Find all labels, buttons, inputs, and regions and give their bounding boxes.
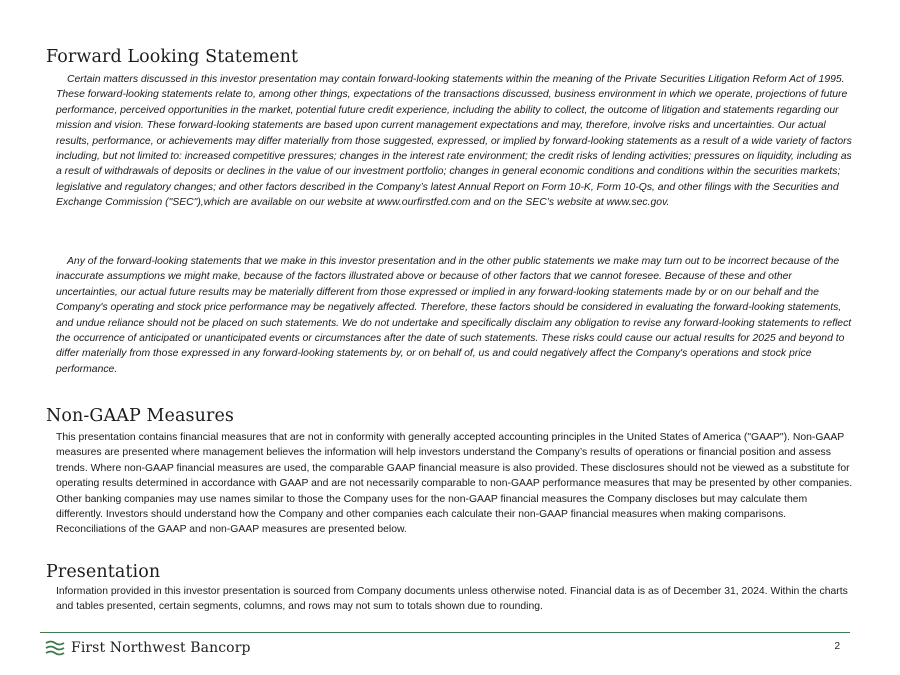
- presentation-paragraph: Information provided in this investor presentation is sourced from Company documents unless otherwise noted. Financial data is as of December 31, 2024. Within the charts and tables presented, certain segments, columns, and rows may not sum to totals shown due to rounding.: [56, 586, 848, 613]
- company-logo: [45, 637, 251, 659]
- wave-lines-icon: [45, 640, 65, 656]
- forward-looking-paragraph-1: Certain matters discussed in this investor presentation may contain forward-looking statements within the meaning of the Private Securities Litigation Reform Act of 1995. These forward-looking statements relate to, among other things, expectations of the transactions discussed, business environment in which we operate, projections of future performance, perceived opportunities in the market, potential future credit experience, including the ability to collect, the outcome of litigation and statements regarding our mission and vision. These forward-looking statements are based upon current management expectations and may, therefore, involve risks and uncertainties. Our actual results, performance, or achievements may differ materially from those suggested, expressed, or implied by forward-looking statements as a result of a wide variety of factors including, but not limited to: increased competitive pressures; changes in the interest rate environment; the credit risks of lending activities; pressures on liquidity, including as a result of withdrawals of deposits or declines in the value of our investment portfolio; changes in general economic conditions and conditions within the securities markets; legislative and regulatory changes; and other factors described in the Company’s latest Annual Report on Form 10-K, Form 10-Qs, and other filings with the Securities and Exchange Commission ("SEC"),which are available on our website at www.ourfirstfed.com and on the SEC’s website at www.sec.gov.: [56, 74, 852, 209]
- page-number: 2: [834, 641, 840, 652]
- presentation-title: Presentation: [46, 562, 161, 582]
- forward-looking-title: Forward Looking Statement: [46, 47, 299, 67]
- company-name: First Northwest Bancorp: [71, 640, 251, 656]
- non-gaap-paragraph: This presentation contains financial measures that are not in conformity with generally accepted accounting principles in the United States of America ("GAAP"). Non-GAAP measures are presented where management believes the information will help investors understand the Company’s results of operations or financial position and assess trends. Where non-GAAP financial measures are used, the comparable GAAP financial measure is also provided. These disclosures should not be viewed as a substitute for operating results determined in accordance with GAAP and are not necessarily comparable to non-GAAP performance measures that may be presented by other companies. Other banking companies may use names similar to those the Company uses for the non-GAAP financial measures the Company discloses but may calculate them differently. Investors should understand how the Company and other companies each calculate their non-GAAP financial measures when making comparisons. Reconciliations of the GAAP and non-GAAP measures are presented below.: [56, 432, 853, 536]
- forward-looking-paragraph-2: Any of the forward-looking statements that we make in this investor presentation and in the other public statements we make may turn out to be incorrect because of the inaccurate assumptions we might make, because of the factors illustrated above or because of other factors that we cannot foresee. Because of these and other uncertainties, our actual future results may be materially different from those expressed or implied in any forward-looking statements made by or on our behalf and the Company's operating and stock price performance may be negatively affected. Therefore, these factors should be considered in evaluating the forward-looking statements, and undue reliance should not be placed on such statements. We do not undertake and specifically disclaim any obligation to revise any forward-looking statements to reflect the occurrence of anticipated or unanticipated events or circumstances after the date of such statements. These risks could cause our actual results for 2025 and beyond to differ materially from those expressed in any forward-looking statements by, or on behalf of, us and could negatively affect the Company's operations and stock price performance.: [56, 256, 852, 375]
- footer-divider: [40, 632, 850, 633]
- non-gaap-title: Non-GAAP Measures: [46, 406, 234, 426]
